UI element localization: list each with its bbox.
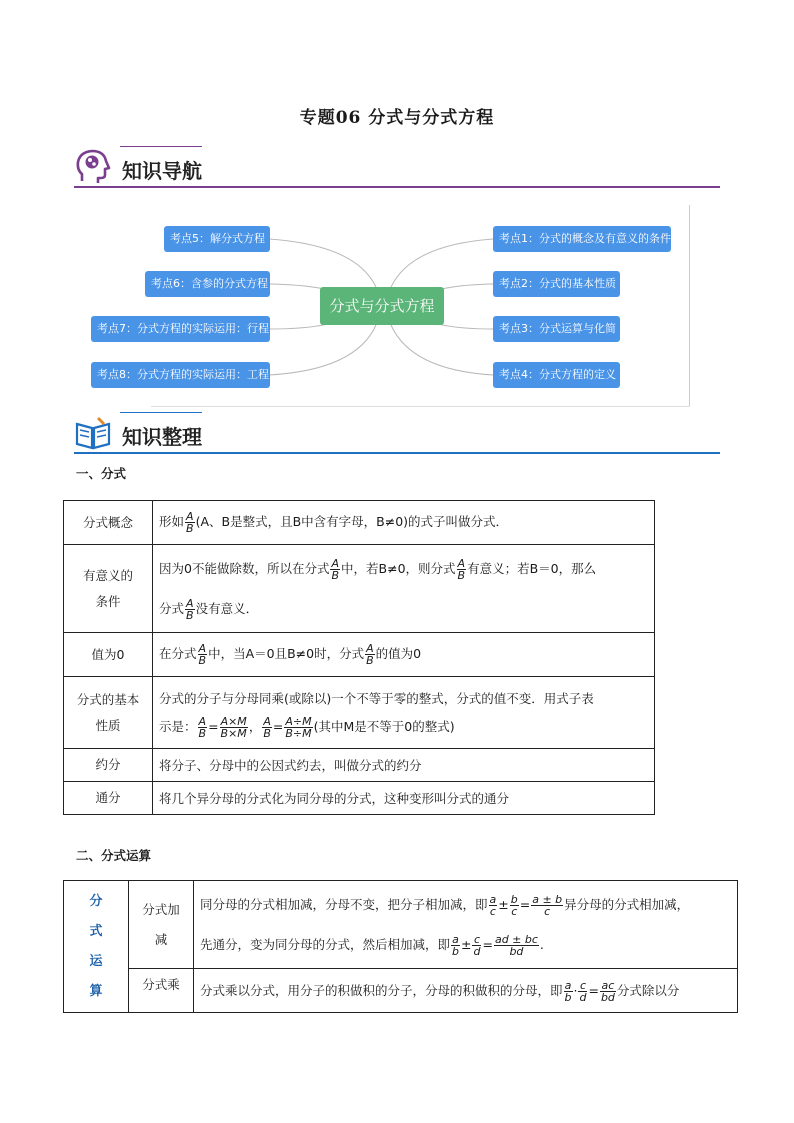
row-key: 分式概念 <box>64 501 153 545</box>
table-row <box>64 501 655 545</box>
text: 分式加 <box>142 901 180 917</box>
fraction-a-b: $\frac{A}{B}$ <box>366 642 374 667</box>
text: 形如 <box>159 514 185 529</box>
section-label: 知识整理 <box>122 425 202 449</box>
text: 的值为0 <box>375 646 422 661</box>
row-value <box>153 633 655 677</box>
header-accent-line <box>120 412 202 413</box>
text: 式 <box>89 923 103 939</box>
node-kaodian-6: 考点6：含参的分式方程 <box>145 271 270 297</box>
row-key-main <box>64 881 129 1013</box>
node-kaodian-2: 考点2：分式的基本性质 <box>493 271 620 297</box>
text: 同分母的分式相加减，分母不变，把分子相加减，即 <box>200 896 488 912</box>
row-value <box>153 501 655 545</box>
fraction-a-div-m: $\frac{A\div M}{B\div M}$ <box>285 714 312 740</box>
text: 运 <box>89 953 103 969</box>
fraction-am-bm: $\frac{A\times M}{B\times M}$ <box>220 714 247 740</box>
mind-map-border <box>689 205 690 407</box>
text: 中，若B≠0，则分式 <box>341 560 456 576</box>
text: (A、B是整式，且B中含有字母，B≠0)的式子叫做分式． <box>195 514 509 529</box>
text: 条件 <box>95 593 121 609</box>
section-header-summary <box>74 412 720 454</box>
subheading-yunsuan: 二、分式运算 <box>76 848 152 863</box>
mind-map-border-bottom <box>151 406 690 407</box>
fraction-a-b: $\frac{A}{B}$ <box>198 642 207 667</box>
text: 没有意义． <box>195 600 259 616</box>
section-header-nav <box>74 146 720 188</box>
text: 有意义的 <box>82 567 133 583</box>
fraction-a-b: $\frac{A}{B}$ <box>331 556 340 582</box>
mind-map <box>91 205 691 407</box>
fraction-a-b: $\frac{A}{B}$ <box>198 714 207 740</box>
text: 因为0不能做除数，所以在分式 <box>159 560 330 576</box>
table-row <box>64 881 738 969</box>
text: 中，当A＝0且B≠0时，分式 <box>208 646 365 661</box>
header-underline <box>74 186 720 188</box>
text: (其中M是不等于0的整式) <box>313 718 455 734</box>
row-key: 通分 <box>64 782 153 815</box>
text: 减 <box>154 931 168 947</box>
text: 分式 <box>159 600 185 616</box>
fraction-a-b: $\frac{A}{B}$ <box>263 714 271 740</box>
fraction: $\frac{a \pm b}{c}$ <box>532 892 563 918</box>
table-row <box>64 782 655 815</box>
fraction: $\frac{ac}{bd}$ <box>600 978 615 1004</box>
table-row <box>64 749 655 782</box>
text: 分 <box>89 893 103 909</box>
fenshi-table <box>63 500 655 815</box>
row-value: 分式的分子与分母同乘(或除以)一个不等于零的整式，分式的值不变．用式子表 示是： $\frac{A}{B}$ = $\frac{A\times M}{B\times M}$ ， $\frac{A}{B}$ = $\frac{A\div M}{B\div M}$ (其中M是不等于0的整式) <box>153 677 655 749</box>
row-value: 将几个异分母的分式化为同分母的分式，这种变形叫分式的通分 <box>153 782 655 815</box>
table-row <box>64 969 738 1013</box>
fraction: $\frac{b}{c}$ <box>510 892 518 918</box>
text: 示是： <box>159 718 197 734</box>
text: 分式除以分 <box>616 982 680 998</box>
text: 分式乘以分式，用分子的积做积的分子，分母的积做积的分母，即 <box>200 982 563 998</box>
node-kaodian-1: 考点1：分式的概念及有意义的条件 <box>493 226 671 252</box>
row-key: 约分 <box>64 749 153 782</box>
row-value: 同分母的分式相加减，分母不变，把分子相加减，即 $\frac{a}{c}$ ± $\frac{b}{c}$ = $\frac{a \pm b}{c}$ 异分母的分式相加减， 先通分，变为同分母的分式，然后相加减，即 $\frac{a}{b}$ ± $\frac{c}{d}$ = $\frac{ad \pm bc}{bd}$ . <box>194 881 738 969</box>
fraction: $\frac{a}{b}$ <box>452 932 459 958</box>
row-key: 值为0 <box>64 633 153 677</box>
page-title: 专题06 分式与分式方程 <box>299 108 495 128</box>
fraction: $\frac{c}{d}$ <box>473 932 481 958</box>
header-accent-line <box>120 146 202 147</box>
yunsuan-table <box>63 880 738 1013</box>
fraction: $\frac{c}{d}$ <box>579 978 587 1004</box>
text: 分式的基本 <box>76 691 140 707</box>
text: 有意义；若B＝0，那么 <box>467 560 597 576</box>
node-kaodian-8: 考点8：分式方程的实际运用：工程 <box>91 362 270 388</box>
brain-head-icon <box>74 148 112 186</box>
table-row <box>64 677 655 749</box>
node-kaodian-5: 考点5：解分式方程 <box>164 226 270 252</box>
fraction-a-b: $\frac{A}{B}$ <box>186 596 194 622</box>
row-key <box>64 545 153 633</box>
section-label: 知识导航 <box>122 159 202 183</box>
fraction-a-b: $\frac{A}{B}$ <box>457 556 466 582</box>
text: 在分式 <box>159 646 197 661</box>
text: 先通分，变为同分母的分式，然后相加减，即 <box>200 936 451 952</box>
header-underline <box>74 452 720 454</box>
row-value <box>153 545 655 633</box>
node-kaodian-3: 考点3：分式运算与化简 <box>493 316 620 342</box>
text: 异分母的分式相加减， <box>564 896 690 912</box>
row-value: 将分子、分母中的公因式约去，叫做分式的约分 <box>153 749 655 782</box>
row-key <box>64 677 153 749</box>
table-row <box>64 545 655 633</box>
node-kaodian-4: 考点4：分式方程的定义 <box>493 362 620 388</box>
fraction: $\frac{a}{c}$ <box>489 892 497 918</box>
text: 分式的分子与分母同乘(或除以)一个不等于零的整式，分式的值不变．用式子表 <box>159 690 594 706</box>
row-key: 分式乘 <box>129 969 194 1013</box>
mind-map-center: 分式与分式方程 <box>320 287 444 325</box>
fraction: $\frac{a}{b}$ <box>564 978 572 1004</box>
row-key <box>129 881 194 969</box>
open-book-icon <box>74 414 112 452</box>
text: 性质 <box>95 717 121 733</box>
fraction-a-b: $\frac{A}{B}$ <box>186 510 194 535</box>
row-value: 分式乘以分式，用分子的积做积的分子，分母的积做积的分母，即 $\frac{a}{b}$ · $\frac{c}{d}$ = $\frac{ac}{bd}$ 分式除以分 <box>194 969 738 1013</box>
fraction: $\frac{ad \pm bc}{bd}$ <box>494 932 538 958</box>
text: 算 <box>89 983 103 999</box>
table-row <box>64 633 655 677</box>
node-kaodian-7: 考点7：分式方程的实际运用：行程 <box>91 316 270 342</box>
subheading-fenshi: 一、分式 <box>76 466 127 481</box>
